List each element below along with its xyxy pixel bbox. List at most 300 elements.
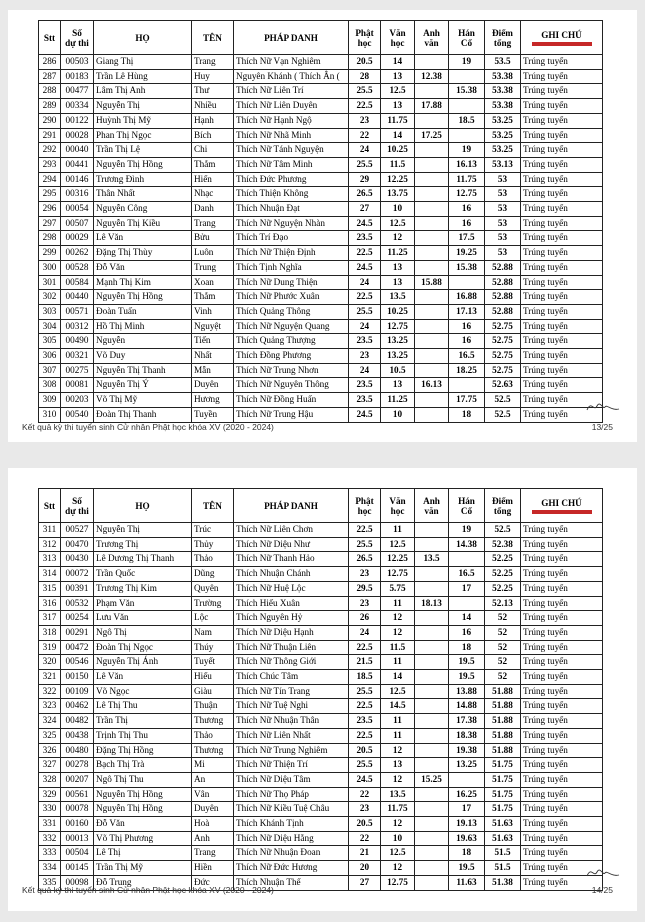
cell-ghi-chu: Trúng tuyển — [521, 611, 603, 626]
cell-phat-hoc: 23.5 — [349, 714, 381, 729]
cell-phat-hoc: 26.5 — [349, 187, 381, 202]
table-row — [39, 699, 603, 714]
cell-han-co: 19.5 — [449, 861, 485, 876]
header-ghi-chu: GHI CHÚ — [521, 489, 603, 523]
cell-phat-hoc: 27 — [349, 202, 381, 217]
cell-phat-hoc: 22 — [349, 128, 381, 143]
cell-phap-danh: Thích Nữ Liên Nhất — [234, 728, 349, 743]
cell-anh-van — [415, 319, 449, 334]
cell-stt: 330 — [39, 802, 61, 817]
cell-phat-hoc: 22 — [349, 831, 381, 846]
cell-phap-danh: Thích Nữ Liên Chơn — [234, 523, 349, 538]
cell-han-co: 17 — [449, 581, 485, 596]
cell-stt: 291 — [39, 128, 61, 143]
cell-diem-tong: 51.88 — [485, 699, 521, 714]
cell-anh-van — [415, 875, 449, 890]
cell-ghi-chu: Trúng tuyển — [521, 670, 603, 685]
cell-ghi-chu: Trúng tuyển — [521, 552, 603, 567]
cell-han-co: 16 — [449, 202, 485, 217]
cell-anh-van — [415, 699, 449, 714]
cell-diem-tong: 53 — [485, 202, 521, 217]
cell-han-co: 18.25 — [449, 363, 485, 378]
cell-anh-van — [415, 304, 449, 319]
cell-van-hoc: 13.25 — [381, 349, 415, 364]
cell-diem-tong: 52.25 — [485, 581, 521, 596]
header-ho: HỌ — [94, 21, 192, 55]
cell-phap-danh: Thích Nữ Tánh Nguyện — [234, 143, 349, 158]
cell-stt: 300 — [39, 260, 61, 275]
cell-phat-hoc: 27 — [349, 875, 381, 890]
cell-phap-danh: Thích Khánh Tịnh — [234, 817, 349, 832]
cell-sdt: 00072 — [61, 567, 94, 582]
cell-phap-danh: Thích Nhuận Chánh — [234, 567, 349, 582]
table-row — [39, 861, 603, 876]
table-row — [39, 378, 603, 393]
cell-ghi-chu: Trúng tuyển — [521, 84, 603, 99]
cell-ghi-chu: Trúng tuyển — [521, 743, 603, 758]
cell-anh-van — [415, 55, 449, 70]
cell-phap-danh: Thích Nữ Huệ Lộc — [234, 581, 349, 596]
cell-phat-hoc: 23 — [349, 349, 381, 364]
cell-ho: Nguyễn Thị — [94, 99, 192, 114]
cell-ghi-chu: Trúng tuyển — [521, 202, 603, 217]
cell-ten: Hiếu — [192, 670, 234, 685]
cell-ghi-chu: Trúng tuyển — [521, 334, 603, 349]
cell-phat-hoc: 22.5 — [349, 246, 381, 261]
cell-phap-danh: Thích Nhuận Thể — [234, 875, 349, 890]
cell-phap-danh: Thích Quảng Thông — [234, 304, 349, 319]
table-row — [39, 128, 603, 143]
cell-van-hoc: 12.75 — [381, 319, 415, 334]
cell-ho: Võ Thị Phương — [94, 831, 192, 846]
cell-han-co: 16.88 — [449, 290, 485, 305]
cell-phat-hoc: 21 — [349, 846, 381, 861]
cell-han-co: 19.25 — [449, 246, 485, 261]
cell-ten: Trường — [192, 596, 234, 611]
header-ho: HỌ — [94, 489, 192, 523]
signature-icon — [585, 398, 621, 416]
cell-ten: Nhạc — [192, 187, 234, 202]
cell-ghi-chu: Trúng tuyển — [521, 172, 603, 187]
cell-phap-danh: Thích Nữ Nhuận Đoan — [234, 846, 349, 861]
cell-han-co: 17.13 — [449, 304, 485, 319]
table-row — [39, 290, 603, 305]
table-row — [39, 275, 603, 290]
cell-stt: 293 — [39, 157, 61, 172]
cell-ten: Trúc — [192, 523, 234, 538]
cell-phat-hoc: 23 — [349, 802, 381, 817]
cell-anh-van — [415, 714, 449, 729]
cell-van-hoc: 11 — [381, 714, 415, 729]
cell-phap-danh: Thích Nữ Dung Thiện — [234, 275, 349, 290]
cell-van-hoc: 10 — [381, 831, 415, 846]
cell-diem-tong: 52.75 — [485, 319, 521, 334]
page-number: 14/25 — [591, 885, 613, 895]
cell-van-hoc: 10 — [381, 407, 415, 422]
cell-sdt: 00150 — [61, 670, 94, 685]
cell-diem-tong: 52.88 — [485, 304, 521, 319]
cell-van-hoc: 13.75 — [381, 187, 415, 202]
cell-ghi-chu: Trúng tuyển — [521, 817, 603, 832]
cell-stt: 292 — [39, 143, 61, 158]
cell-ho: Lưu Văn — [94, 611, 192, 626]
cell-ten: Tuyết — [192, 655, 234, 670]
cell-ho: Trần Quốc — [94, 567, 192, 582]
table-row — [39, 319, 603, 334]
cell-han-co: 19.38 — [449, 743, 485, 758]
cell-han-co: 13.25 — [449, 758, 485, 773]
cell-ten: Nhiều — [192, 99, 234, 114]
cell-ho: Nguyễn Thị Hồng — [94, 802, 192, 817]
cell-han-co — [449, 772, 485, 787]
cell-anh-van — [415, 817, 449, 832]
table-row — [39, 552, 603, 567]
cell-ho: Đặng Thị Thùy — [94, 246, 192, 261]
cell-sdt: 00477 — [61, 84, 94, 99]
cell-ghi-chu: Trúng tuyển — [521, 304, 603, 319]
cell-sdt: 00278 — [61, 758, 94, 773]
cell-ghi-chu: Trúng tuyển — [521, 875, 603, 890]
cell-han-co — [449, 99, 485, 114]
cell-stt: 312 — [39, 537, 61, 552]
cell-phap-danh: Thích Nữ Trung Hậu — [234, 407, 349, 422]
cell-ho: Nguyễn Thị Thanh — [94, 363, 192, 378]
cell-van-hoc: 11.25 — [381, 393, 415, 408]
table-row — [39, 537, 603, 552]
cell-phap-danh: Thích Nữ Liên Duyên — [234, 99, 349, 114]
cell-phap-danh: Thích Hiếu Xuân — [234, 596, 349, 611]
cell-diem-tong: 52.13 — [485, 596, 521, 611]
cell-diem-tong: 51.63 — [485, 831, 521, 846]
cell-ten: Thảo — [192, 552, 234, 567]
cell-phap-danh: Thích Nữ Nguyên Thông — [234, 378, 349, 393]
cell-ten: Trang — [192, 55, 234, 70]
cell-ghi-chu: Trúng tuyển — [521, 157, 603, 172]
cell-diem-tong: 51.75 — [485, 758, 521, 773]
cell-phat-hoc: 26 — [349, 611, 381, 626]
results-table — [38, 488, 603, 891]
cell-anh-van — [415, 758, 449, 773]
table-row — [39, 69, 603, 84]
table-row — [39, 216, 603, 231]
cell-han-co: 11.63 — [449, 875, 485, 890]
cell-ghi-chu: Trúng tuyển — [521, 758, 603, 773]
cell-han-co: 19.5 — [449, 655, 485, 670]
cell-stt: 333 — [39, 846, 61, 861]
cell-anh-van — [415, 861, 449, 876]
table-row — [39, 172, 603, 187]
cell-stt: 287 — [39, 69, 61, 84]
cell-ten: Hương — [192, 393, 234, 408]
cell-sdt: 00391 — [61, 581, 94, 596]
cell-ghi-chu: Trúng tuyển — [521, 655, 603, 670]
cell-ten: Hiển — [192, 172, 234, 187]
cell-han-co: 16.13 — [449, 157, 485, 172]
cell-diem-tong: 51.88 — [485, 714, 521, 729]
cell-ghi-chu: Trúng tuyển — [521, 772, 603, 787]
cell-ghi-chu: Trúng tuyển — [521, 319, 603, 334]
cell-van-hoc: 11.5 — [381, 157, 415, 172]
cell-han-co: 18.5 — [449, 113, 485, 128]
cell-diem-tong: 53 — [485, 231, 521, 246]
cell-stt: 301 — [39, 275, 61, 290]
cell-sdt: 00561 — [61, 787, 94, 802]
cell-phat-hoc: 24 — [349, 319, 381, 334]
cell-ghi-chu: Trúng tuyển — [521, 128, 603, 143]
cell-sdt: 00438 — [61, 728, 94, 743]
cell-ghi-chu: Trúng tuyển — [521, 581, 603, 596]
cell-anh-van: 15.25 — [415, 772, 449, 787]
cell-han-co: 19.63 — [449, 831, 485, 846]
cell-sdt: 00528 — [61, 260, 94, 275]
cell-van-hoc: 12.5 — [381, 84, 415, 99]
cell-van-hoc: 14 — [381, 55, 415, 70]
cell-ghi-chu: Trúng tuyển — [521, 143, 603, 158]
cell-stt: 311 — [39, 523, 61, 538]
cell-stt: 331 — [39, 817, 61, 832]
cell-phat-hoc: 25.5 — [349, 157, 381, 172]
cell-phap-danh: Thích Nhuận Đạt — [234, 202, 349, 217]
cell-diem-tong: 52.75 — [485, 334, 521, 349]
cell-phat-hoc: 23 — [349, 113, 381, 128]
cell-sdt: 00275 — [61, 363, 94, 378]
cell-diem-tong: 52.88 — [485, 260, 521, 275]
table-row — [39, 670, 603, 685]
cell-han-co: 17.5 — [449, 231, 485, 246]
page-number: 13/25 — [591, 422, 613, 432]
cell-phap-danh: Thích Trí Đạo — [234, 231, 349, 246]
cell-diem-tong: 52 — [485, 640, 521, 655]
cell-ho: Nguyễn Thị Hồng — [94, 787, 192, 802]
cell-ho: Thân Nhất — [94, 187, 192, 202]
cell-phap-danh: Thích Thiện Không — [234, 187, 349, 202]
cell-ho: Trương Thị — [94, 537, 192, 552]
cell-diem-tong: 52.25 — [485, 552, 521, 567]
cell-ho: Trương Đình — [94, 172, 192, 187]
cell-ten: Tuyền — [192, 407, 234, 422]
cell-van-hoc: 10.5 — [381, 363, 415, 378]
cell-anh-van — [415, 363, 449, 378]
cell-diem-tong: 53 — [485, 246, 521, 261]
cell-sdt: 00490 — [61, 334, 94, 349]
cell-phap-danh: Thích Nữ Nhuận Thân — [234, 714, 349, 729]
cell-phat-hoc: 29 — [349, 172, 381, 187]
cell-han-co: 12.75 — [449, 187, 485, 202]
cell-stt: 327 — [39, 758, 61, 773]
cell-phap-danh: Thích Nữ Đồng Huấn — [234, 393, 349, 408]
cell-stt: 290 — [39, 113, 61, 128]
cell-ho: Đỗ Trung — [94, 875, 192, 890]
cell-diem-tong: 51.88 — [485, 743, 521, 758]
cell-anh-van — [415, 187, 449, 202]
table-row — [39, 787, 603, 802]
cell-phat-hoc: 25.5 — [349, 537, 381, 552]
cell-van-hoc: 12 — [381, 743, 415, 758]
cell-phap-danh: Thích Nữ Trung Nghiêm — [234, 743, 349, 758]
cell-sdt: 00078 — [61, 802, 94, 817]
header-van-hoc: Văn học — [381, 21, 415, 55]
cell-han-co — [449, 275, 485, 290]
cell-ghi-chu: Trúng tuyển — [521, 802, 603, 817]
cell-diem-tong: 53.5 — [485, 55, 521, 70]
cell-stt: 286 — [39, 55, 61, 70]
header-phat-hoc: Phật học — [349, 489, 381, 523]
table-row — [39, 304, 603, 319]
cell-phap-danh: Thích Nữ Diệu Hằng — [234, 831, 349, 846]
cell-phat-hoc: 25.5 — [349, 84, 381, 99]
cell-ten: An — [192, 772, 234, 787]
header-diem-tong: Điểm tổng — [485, 489, 521, 523]
cell-van-hoc: 14 — [381, 128, 415, 143]
table-row — [39, 640, 603, 655]
cell-anh-van: 17.88 — [415, 99, 449, 114]
cell-ho: Phạm Văn — [94, 596, 192, 611]
header-ten: TÊN — [192, 21, 234, 55]
cell-stt: 307 — [39, 363, 61, 378]
cell-diem-tong: 53 — [485, 187, 521, 202]
cell-diem-tong: 52.5 — [485, 523, 521, 538]
table-row — [39, 831, 603, 846]
cell-phat-hoc: 23 — [349, 596, 381, 611]
cell-ten: Bích — [192, 128, 234, 143]
cell-han-co: 15.38 — [449, 260, 485, 275]
cell-anh-van — [415, 625, 449, 640]
cell-diem-tong: 53.38 — [485, 99, 521, 114]
cell-ho: Ngô Thị Thu — [94, 772, 192, 787]
table-row — [39, 772, 603, 787]
cell-anh-van — [415, 393, 449, 408]
cell-ho: Đỗ Văn — [94, 260, 192, 275]
cell-diem-tong: 53 — [485, 172, 521, 187]
cell-ten: Thương — [192, 714, 234, 729]
cell-phap-danh: Thích Nữ Nguyện Nhàn — [234, 216, 349, 231]
cell-phap-danh: Thích Nữ Diệu Như — [234, 537, 349, 552]
cell-phat-hoc: 24.5 — [349, 772, 381, 787]
cell-ho: Huỳnh Thị Mỹ — [94, 113, 192, 128]
table-row — [39, 758, 603, 773]
cell-han-co — [449, 552, 485, 567]
cell-sdt: 00430 — [61, 552, 94, 567]
cell-ghi-chu: Trúng tuyển — [521, 596, 603, 611]
cell-anh-van — [415, 581, 449, 596]
cell-ho: Trần Thị Lệ — [94, 143, 192, 158]
cell-ghi-chu: Trúng tuyển — [521, 275, 603, 290]
cell-sdt: 00316 — [61, 187, 94, 202]
cell-ho: Lê Văn — [94, 231, 192, 246]
cell-sdt: 00040 — [61, 143, 94, 158]
cell-ten: Thủy — [192, 537, 234, 552]
table-row — [39, 714, 603, 729]
cell-phap-danh: Thích Nữ Trung Nhơn — [234, 363, 349, 378]
document-page-14 — [8, 468, 637, 911]
header-ghi-chu: GHI CHÚ — [521, 21, 603, 55]
cell-anh-van — [415, 523, 449, 538]
cell-ten: Trang — [192, 846, 234, 861]
cell-diem-tong: 52.5 — [485, 407, 521, 422]
cell-han-co — [449, 596, 485, 611]
cell-anh-van — [415, 216, 449, 231]
cell-van-hoc: 12 — [381, 817, 415, 832]
table-row — [39, 611, 603, 626]
cell-stt: 288 — [39, 84, 61, 99]
cell-ghi-chu: Trúng tuyển — [521, 625, 603, 640]
cell-ho: Mạnh Thị Kim — [94, 275, 192, 290]
header-phat-hoc: Phật học — [349, 21, 381, 55]
cell-ghi-chu: Trúng tuyển — [521, 246, 603, 261]
table-row — [39, 596, 603, 611]
cell-stt: 298 — [39, 231, 61, 246]
cell-ho: Võ Ngọc — [94, 684, 192, 699]
cell-phat-hoc: 22.5 — [349, 523, 381, 538]
cell-phat-hoc: 20 — [349, 861, 381, 876]
cell-ho: Đặng Thị Hồng — [94, 743, 192, 758]
cell-sdt: 00482 — [61, 714, 94, 729]
cell-phap-danh: Thích Đồng Phương — [234, 349, 349, 364]
cell-van-hoc: 11.75 — [381, 113, 415, 128]
cell-stt: 319 — [39, 640, 61, 655]
cell-van-hoc: 12.5 — [381, 846, 415, 861]
cell-han-co: 16.5 — [449, 349, 485, 364]
signature-icon — [585, 864, 621, 882]
cell-han-co: 15.38 — [449, 84, 485, 99]
cell-phat-hoc: 21.5 — [349, 655, 381, 670]
cell-phat-hoc: 22.5 — [349, 699, 381, 714]
cell-van-hoc: 13 — [381, 758, 415, 773]
cell-sdt: 00546 — [61, 655, 94, 670]
table-body — [39, 523, 603, 891]
cell-han-co: 19.5 — [449, 670, 485, 685]
cell-han-co: 14 — [449, 611, 485, 626]
cell-stt: 296 — [39, 202, 61, 217]
cell-sdt: 00203 — [61, 393, 94, 408]
cell-sdt: 00081 — [61, 378, 94, 393]
cell-phat-hoc: 24 — [349, 275, 381, 290]
cell-phap-danh: Thích Nữ Thông Giới — [234, 655, 349, 670]
cell-van-hoc: 12 — [381, 625, 415, 640]
cell-anh-van: 12.38 — [415, 69, 449, 84]
cell-anh-van — [415, 684, 449, 699]
header-van-hoc: Văn học — [381, 489, 415, 523]
cell-ten: Thuận — [192, 699, 234, 714]
cell-van-hoc: 14 — [381, 670, 415, 685]
cell-anh-van — [415, 670, 449, 685]
cell-diem-tong: 53.25 — [485, 143, 521, 158]
cell-ten: Trung — [192, 260, 234, 275]
cell-diem-tong: 52 — [485, 670, 521, 685]
cell-ghi-chu: Trúng tuyển — [521, 349, 603, 364]
table-row — [39, 407, 603, 422]
cell-sdt: 00291 — [61, 625, 94, 640]
cell-han-co: 17 — [449, 802, 485, 817]
cell-phat-hoc: 20.5 — [349, 743, 381, 758]
cell-sdt: 00571 — [61, 304, 94, 319]
cell-ghi-chu: Trúng tuyển — [521, 846, 603, 861]
cell-phat-hoc: 22.5 — [349, 640, 381, 655]
cell-stt: 294 — [39, 172, 61, 187]
cell-anh-van — [415, 349, 449, 364]
cell-phat-hoc: 24.5 — [349, 216, 381, 231]
cell-van-hoc: 12.5 — [381, 537, 415, 552]
cell-anh-van — [415, 260, 449, 275]
cell-van-hoc: 12 — [381, 861, 415, 876]
cell-diem-tong: 53.25 — [485, 113, 521, 128]
cell-van-hoc: 11.5 — [381, 640, 415, 655]
cell-ten: Duyên — [192, 378, 234, 393]
cell-phap-danh: Thích Nữ Phước Xuân — [234, 290, 349, 305]
cell-phat-hoc: 18.5 — [349, 670, 381, 685]
cell-han-co: 16 — [449, 319, 485, 334]
cell-anh-van — [415, 231, 449, 246]
